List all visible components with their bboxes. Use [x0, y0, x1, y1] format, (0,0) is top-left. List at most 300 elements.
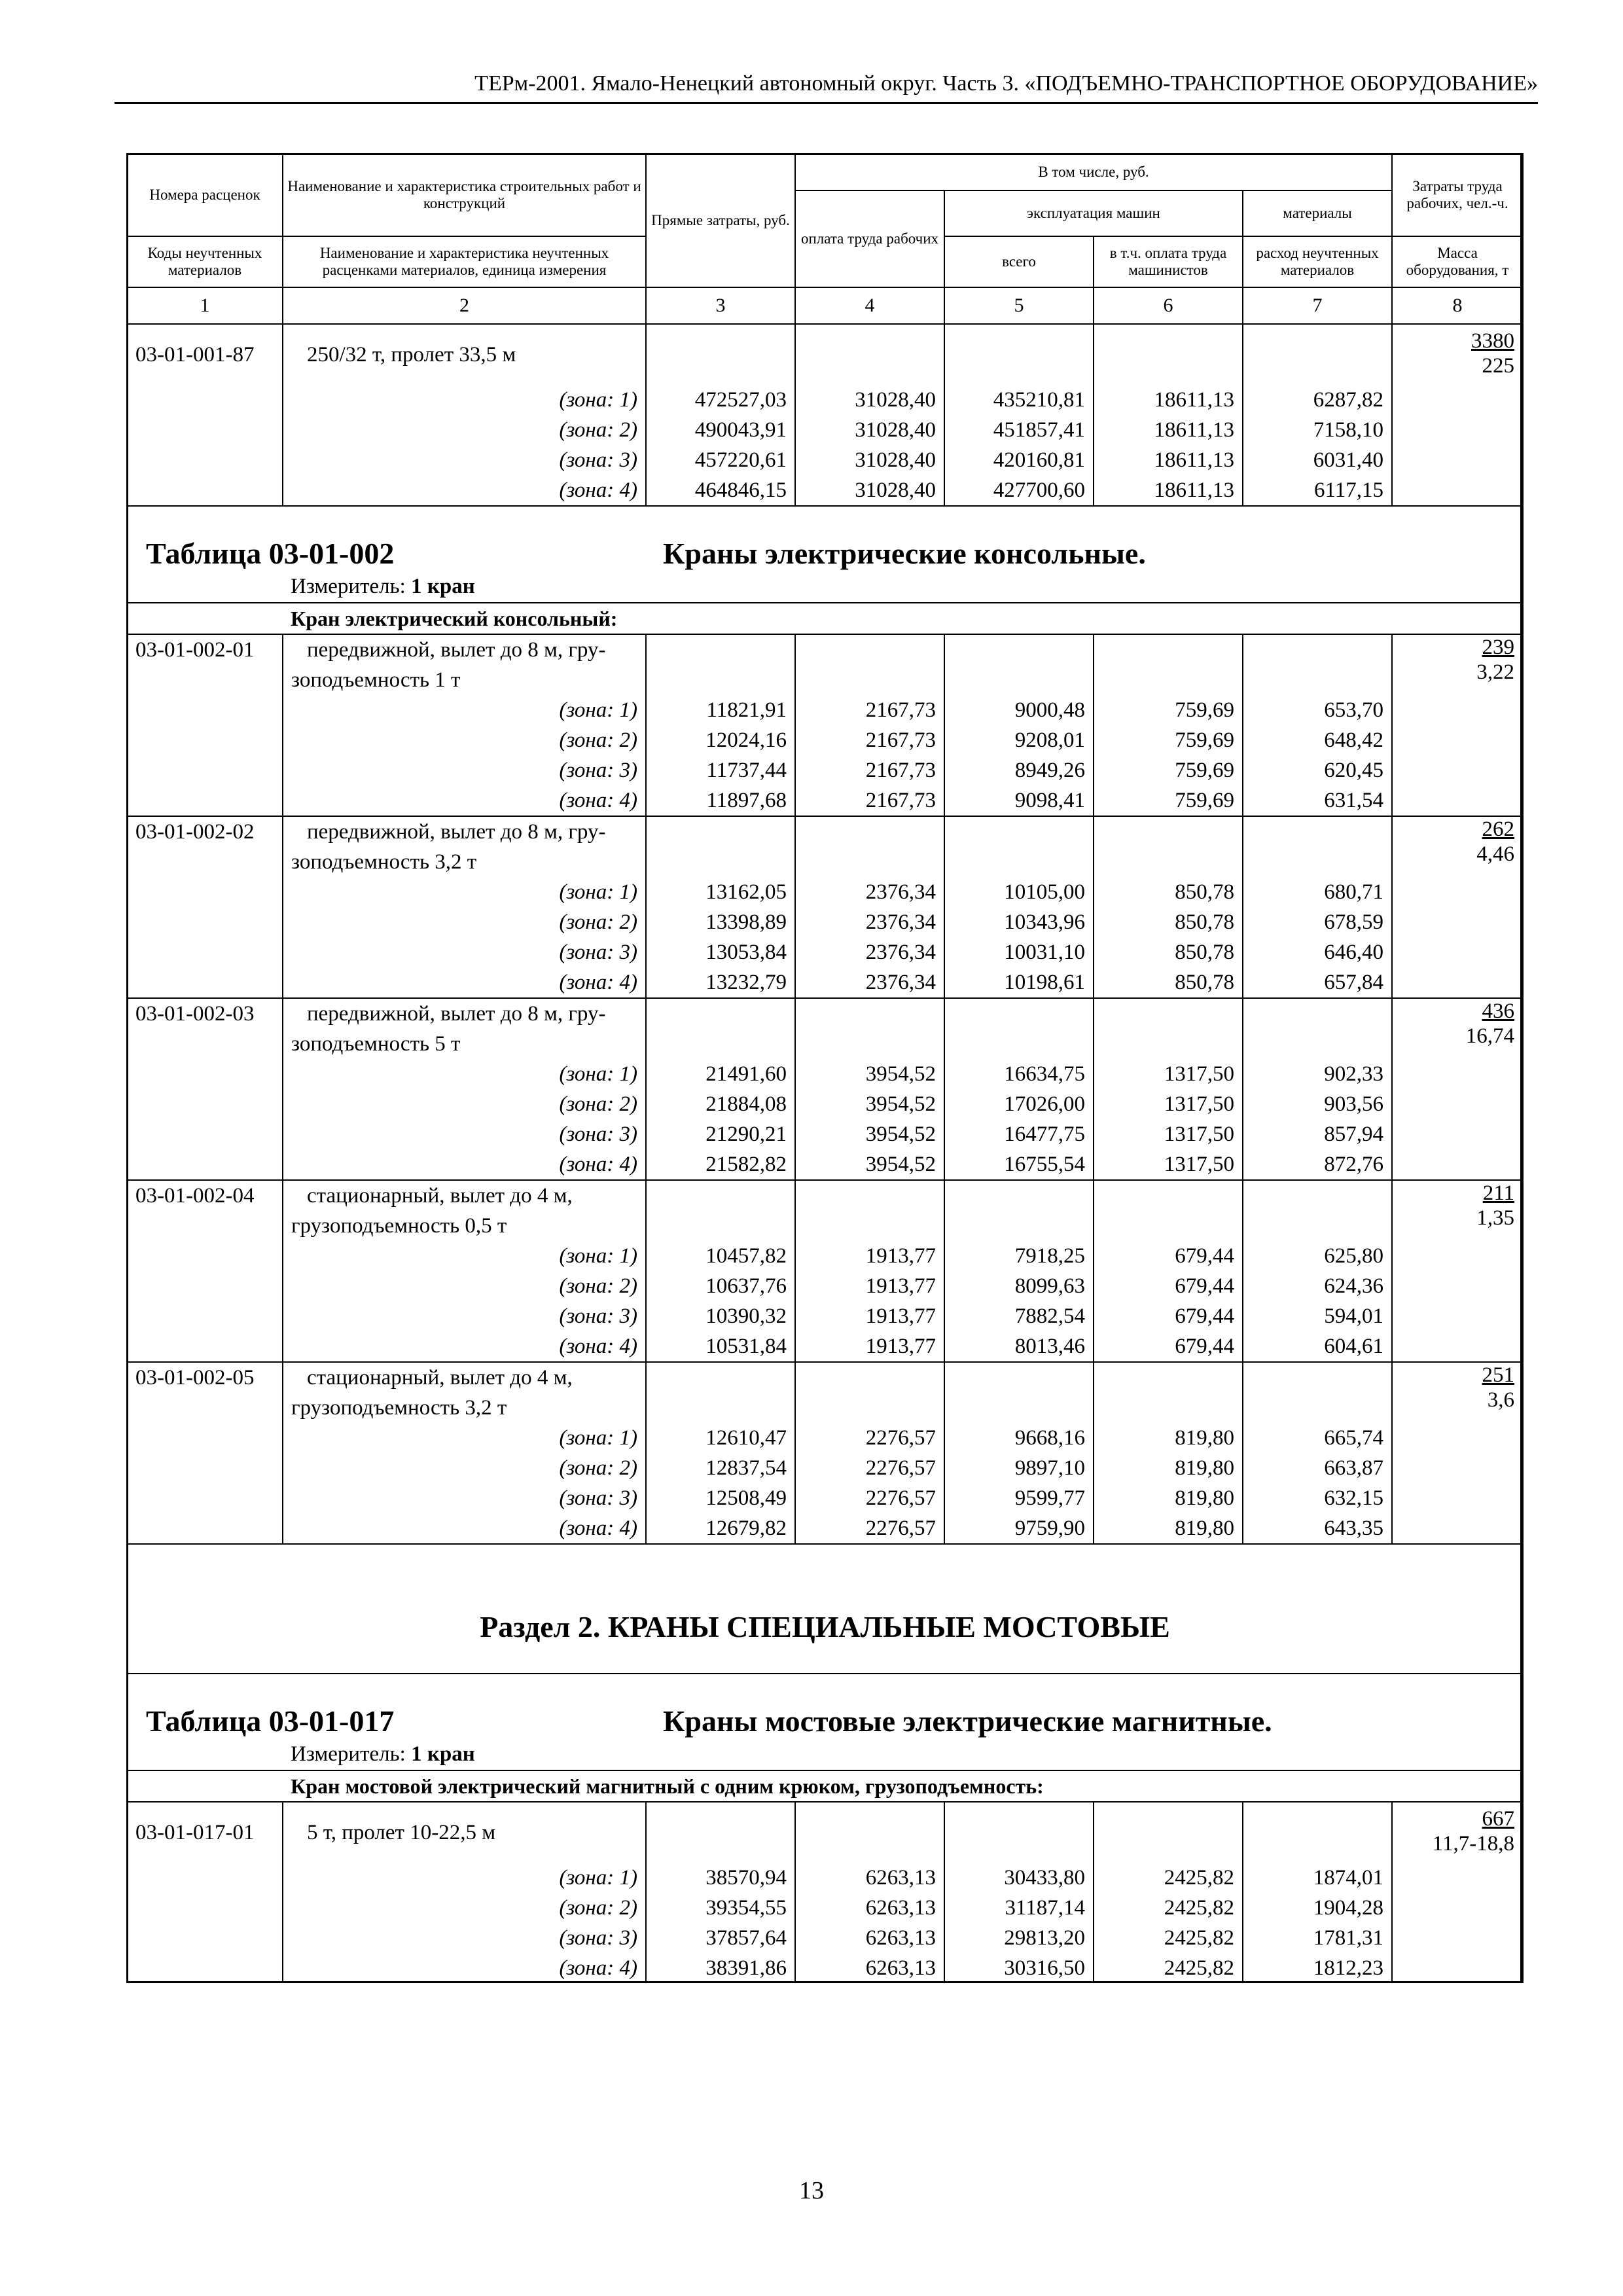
machines-total: 10031,10 — [944, 937, 1094, 967]
materials-cost: 857,94 — [1243, 1119, 1392, 1149]
labor-cost: 2167,73 — [795, 695, 944, 725]
header-labor-cost: Затраты труда рабочих, чел.-ч. — [1392, 154, 1523, 236]
empty-cell — [1243, 634, 1392, 665]
empty-cell — [795, 1393, 944, 1423]
entry-title-row — [127, 1211, 1523, 1241]
direct-cost: 457220,61 — [646, 445, 795, 475]
zone-row — [127, 1241, 1523, 1271]
empty-cell — [127, 1863, 283, 1893]
machines-labor: 819,80 — [1094, 1483, 1243, 1513]
direct-cost: 11821,91 — [646, 695, 795, 725]
machines-total: 9897,10 — [944, 1453, 1094, 1483]
machines-total: 31187,14 — [944, 1893, 1094, 1923]
empty-cell — [127, 385, 283, 415]
machines-total: 9098,41 — [944, 785, 1094, 816]
group-row — [127, 1770, 1523, 1802]
empty-cell — [646, 1393, 795, 1423]
zone-row — [127, 1863, 1523, 1893]
labor-cost: 1913,77 — [795, 1301, 944, 1331]
empty-cell — [1094, 1180, 1243, 1211]
machines-total: 435210,81 — [944, 385, 1094, 415]
zone-label: (зона: 4) — [283, 1953, 646, 1983]
materials-cost: 665,74 — [1243, 1423, 1392, 1453]
labor-cost: 2276,57 — [795, 1483, 944, 1513]
machines-labor: 18611,13 — [1094, 415, 1243, 445]
entry-title-row — [127, 665, 1523, 695]
labor-mass-cell — [1392, 1180, 1523, 1241]
measurement-label: Измеритель: — [291, 575, 406, 598]
materials-cost: 1904,28 — [1243, 1893, 1392, 1923]
materials-cost: 872,76 — [1243, 1149, 1392, 1180]
empty-cell — [1392, 1423, 1523, 1453]
empty-cell — [646, 1802, 795, 1863]
zone-label: (зона: 4) — [283, 785, 646, 816]
rate-name: грузоподъемность 0,5 т — [283, 1211, 646, 1241]
direct-cost: 12837,54 — [646, 1453, 795, 1483]
machines-labor: 819,80 — [1094, 1453, 1243, 1483]
zone-row — [127, 1893, 1523, 1923]
zone-row — [127, 1059, 1523, 1089]
direct-cost: 13162,05 — [646, 877, 795, 907]
empty-cell — [944, 1029, 1094, 1059]
empty-cell — [1392, 1953, 1523, 1983]
rates-table — [126, 153, 1524, 1983]
page-number: 13 — [799, 2177, 824, 2204]
empty-cell — [944, 816, 1094, 847]
labor-cost: 31028,40 — [795, 415, 944, 445]
empty-cell — [646, 998, 795, 1029]
materials-cost: 643,35 — [1243, 1513, 1392, 1544]
empty-cell — [127, 415, 283, 445]
labor-cost: 6263,13 — [795, 1923, 944, 1953]
labor-hours: 262 — [1482, 817, 1515, 841]
zone-label: (зона: 4) — [283, 967, 646, 998]
empty-cell — [127, 907, 283, 937]
machines-total: 10105,00 — [944, 877, 1094, 907]
rate-name: передвижной, вылет до 8 м, гру- — [283, 998, 646, 1029]
zone-row — [127, 1149, 1523, 1180]
zone-row — [127, 1331, 1523, 1362]
machines-labor: 759,69 — [1094, 755, 1243, 785]
empty-cell — [944, 634, 1094, 665]
zone-label: (зона: 3) — [283, 1301, 646, 1331]
empty-cell — [127, 877, 283, 907]
header-code-top: Номера расценок — [127, 154, 283, 236]
machines-total: 9208,01 — [944, 725, 1094, 755]
rate-code: 03-01-001-87 — [127, 324, 283, 385]
empty-cell — [127, 967, 283, 998]
empty-cell — [1392, 695, 1523, 725]
empty-cell — [646, 1211, 795, 1241]
empty-cell — [1094, 1362, 1243, 1393]
labor-cost: 2276,57 — [795, 1513, 944, 1544]
empty-cell — [1243, 1393, 1392, 1423]
equipment-mass: 4,46 — [1476, 842, 1515, 866]
rate-name: передвижной, вылет до 8 м, гру- — [283, 634, 646, 665]
zone-label: (зона: 3) — [283, 937, 646, 967]
materials-cost: 648,42 — [1243, 725, 1392, 755]
machines-total: 30316,50 — [944, 1953, 1094, 1983]
measurement-value: 1 кран — [411, 1742, 475, 1766]
labor-cost: 1913,77 — [795, 1271, 944, 1301]
zone-label: (зона: 3) — [283, 1923, 646, 1953]
zone-row — [127, 1513, 1523, 1544]
equipment-mass: 225 — [1482, 354, 1515, 378]
direct-cost: 38570,94 — [646, 1863, 795, 1893]
labor-cost: 2376,34 — [795, 967, 944, 998]
empty-cell — [1392, 1301, 1523, 1331]
zone-label: (зона: 4) — [283, 475, 646, 506]
direct-cost: 21884,08 — [646, 1089, 795, 1119]
direct-cost: 472527,03 — [646, 385, 795, 415]
labor-cost: 2167,73 — [795, 785, 944, 816]
machines-total: 16634,75 — [944, 1059, 1094, 1089]
measurement-unit — [146, 1740, 1514, 1768]
labor-hours: 211 — [1482, 1181, 1515, 1205]
machines-total: 8099,63 — [944, 1271, 1094, 1301]
materials-cost: 631,54 — [1243, 785, 1392, 816]
machines-labor: 1317,50 — [1094, 1059, 1243, 1089]
zone-row — [127, 475, 1523, 506]
zone-row — [127, 907, 1523, 937]
labor-hours: 3380 — [1471, 329, 1515, 353]
machines-total: 16477,75 — [944, 1119, 1094, 1149]
rate-code: 03-01-002-05 — [127, 1362, 283, 1423]
empty-cell — [646, 1180, 795, 1211]
zone-label: (зона: 2) — [283, 1453, 646, 1483]
direct-cost: 38391,86 — [646, 1953, 795, 1983]
empty-cell — [127, 1513, 283, 1544]
table-title-row — [127, 506, 1523, 603]
equipment-mass: 16,74 — [1465, 1024, 1515, 1048]
header-rule — [115, 102, 1538, 104]
table-description: Краны электрические консольные. — [663, 537, 1146, 570]
labor-hours: 667 — [1482, 1807, 1515, 1831]
direct-cost: 13053,84 — [646, 937, 795, 967]
empty-cell — [646, 1362, 795, 1393]
materials-cost: 903,56 — [1243, 1089, 1392, 1119]
table-body — [127, 324, 1523, 1983]
empty-cell — [1392, 1483, 1523, 1513]
labor-mass-cell — [1392, 998, 1523, 1059]
labor-mass-cell — [1392, 1362, 1523, 1423]
empty-cell — [1392, 785, 1523, 816]
empty-cell — [127, 603, 283, 634]
machines-total: 427700,60 — [944, 475, 1094, 506]
direct-cost: 10637,76 — [646, 1271, 795, 1301]
zone-row — [127, 415, 1523, 445]
direct-cost: 10390,32 — [646, 1301, 795, 1331]
machines-total: 17026,00 — [944, 1089, 1094, 1119]
empty-cell — [127, 1770, 283, 1802]
empty-cell — [127, 445, 283, 475]
machines-total: 9000,48 — [944, 695, 1094, 725]
empty-cell — [127, 785, 283, 816]
labor-cost: 2376,34 — [795, 907, 944, 937]
machines-total: 30433,80 — [944, 1863, 1094, 1893]
empty-cell — [944, 998, 1094, 1029]
direct-cost: 11737,44 — [646, 755, 795, 785]
equipment-mass: 11,7-18,8 — [1432, 1832, 1515, 1856]
header-mat-unacc: расход неучтенных материалов — [1243, 236, 1392, 287]
table-title-row — [127, 1674, 1523, 1770]
machines-total: 16755,54 — [944, 1149, 1094, 1180]
empty-cell — [1392, 1149, 1523, 1180]
rate-code: 03-01-017-01 — [127, 1802, 283, 1863]
empty-cell — [127, 1119, 283, 1149]
zone-row — [127, 1423, 1523, 1453]
empty-cell — [1392, 1513, 1523, 1544]
empty-cell — [1094, 998, 1243, 1029]
empty-cell — [795, 1029, 944, 1059]
empty-cell — [1243, 1029, 1392, 1059]
labor-cost: 1913,77 — [795, 1241, 944, 1271]
materials-cost: 6117,15 — [1243, 475, 1392, 506]
empty-cell — [944, 324, 1094, 385]
table-number: Таблица 03-01-017 — [146, 1704, 395, 1738]
header-labor: оплата труда рабочих — [795, 190, 944, 287]
equipment-mass: 3,22 — [1476, 660, 1515, 684]
zone-row — [127, 695, 1523, 725]
equipment-mass: 1,35 — [1476, 1206, 1515, 1230]
entry-title-row — [127, 1802, 1523, 1863]
empty-cell — [795, 634, 944, 665]
machines-labor: 759,69 — [1094, 695, 1243, 725]
header-incl: В том числе, руб. — [795, 154, 1392, 190]
empty-cell — [944, 1211, 1094, 1241]
header-direct: Прямые затраты, руб. — [646, 154, 795, 287]
labor-cost: 2376,34 — [795, 937, 944, 967]
empty-cell — [127, 1423, 283, 1453]
zone-label: (зона: 3) — [283, 1119, 646, 1149]
empty-cell — [1094, 847, 1243, 877]
empty-cell — [1243, 847, 1392, 877]
labor-cost: 31028,40 — [795, 385, 944, 415]
machines-labor: 759,69 — [1094, 725, 1243, 755]
table-title-cell — [127, 1674, 1523, 1770]
empty-cell — [1392, 475, 1523, 506]
measurement-unit — [146, 572, 1514, 601]
empty-cell — [1243, 1211, 1392, 1241]
empty-cell — [1243, 1802, 1392, 1863]
table-header — [127, 154, 1523, 324]
empty-cell — [1094, 324, 1243, 385]
zone-label: (зона: 1) — [283, 1241, 646, 1271]
rate-code: 03-01-002-03 — [127, 998, 283, 1059]
rate-code: 03-01-002-01 — [127, 634, 283, 695]
machines-total: 10343,96 — [944, 907, 1094, 937]
empty-cell — [1392, 725, 1523, 755]
machines-labor: 679,44 — [1094, 1301, 1243, 1331]
empty-cell — [127, 1953, 283, 1983]
empty-cell — [1094, 1029, 1243, 1059]
zone-label: (зона: 3) — [283, 755, 646, 785]
direct-cost: 490043,91 — [646, 415, 795, 445]
direct-cost: 10531,84 — [646, 1331, 795, 1362]
labor-cost: 31028,40 — [795, 475, 944, 506]
materials-cost: 1781,31 — [1243, 1923, 1392, 1953]
empty-cell — [1094, 1211, 1243, 1241]
empty-cell — [795, 665, 944, 695]
running-title: ТЕРм-2001. Ямало-Ненецкий автономный округ. Часть 3. «ПОДЪЕМНО-ТРАНСПОРТНОЕ ОБОРУДОВАНИЕ» — [474, 71, 1538, 96]
empty-cell — [1392, 1059, 1523, 1089]
machines-labor: 850,78 — [1094, 877, 1243, 907]
direct-cost: 37857,64 — [646, 1923, 795, 1953]
zone-label: (зона: 2) — [283, 907, 646, 937]
table-title-line — [146, 535, 1514, 572]
empty-cell — [944, 1362, 1094, 1393]
rate-name: зоподъемность 3,2 т — [283, 847, 646, 877]
empty-cell — [795, 1211, 944, 1241]
empty-cell — [1094, 665, 1243, 695]
empty-cell — [127, 755, 283, 785]
machines-total: 7918,25 — [944, 1241, 1094, 1271]
materials-cost: 680,71 — [1243, 877, 1392, 907]
labor-cost: 3954,52 — [795, 1119, 944, 1149]
zone-label: (зона: 1) — [283, 1059, 646, 1089]
machines-labor: 819,80 — [1094, 1513, 1243, 1544]
machines-total: 10198,61 — [944, 967, 1094, 998]
rate-name: 250/32 т, пролет 33,5 м — [283, 324, 646, 385]
zone-label: (зона: 2) — [283, 1271, 646, 1301]
measurement-value: 1 кран — [411, 575, 475, 598]
empty-cell — [1094, 1393, 1243, 1423]
empty-cell — [127, 1059, 283, 1089]
labor-cost: 3954,52 — [795, 1059, 944, 1089]
empty-cell — [1392, 1863, 1523, 1893]
zone-row — [127, 1089, 1523, 1119]
labor-cost: 6263,13 — [795, 1893, 944, 1923]
zone-row — [127, 725, 1523, 755]
empty-cell — [1094, 634, 1243, 665]
machines-labor: 850,78 — [1094, 967, 1243, 998]
zone-row — [127, 445, 1523, 475]
materials-cost: 657,84 — [1243, 967, 1392, 998]
entry-title-row — [127, 847, 1523, 877]
empty-cell — [1392, 1241, 1523, 1271]
empty-cell — [127, 695, 283, 725]
empty-cell — [127, 1331, 283, 1362]
labor-cost: 1913,77 — [795, 1331, 944, 1362]
materials-cost: 6287,82 — [1243, 385, 1392, 415]
direct-cost: 464846,15 — [646, 475, 795, 506]
zone-label: (зона: 3) — [283, 445, 646, 475]
rate-code: 03-01-002-02 — [127, 816, 283, 877]
empty-cell — [944, 1180, 1094, 1211]
entry-title-row — [127, 1362, 1523, 1393]
column-number: 4 — [795, 287, 944, 324]
direct-cost: 11897,68 — [646, 785, 795, 816]
group-row — [127, 603, 1523, 634]
machines-total: 29813,20 — [944, 1923, 1094, 1953]
zone-label: (зона: 4) — [283, 1513, 646, 1544]
empty-cell — [1392, 1331, 1523, 1362]
empty-cell — [1392, 1119, 1523, 1149]
empty-cell — [127, 1241, 283, 1271]
empty-cell — [944, 847, 1094, 877]
labor-cost: 2276,57 — [795, 1423, 944, 1453]
labor-hours: 436 — [1482, 999, 1515, 1023]
empty-cell — [1392, 755, 1523, 785]
section-row — [127, 1544, 1523, 1674]
materials-cost: 653,70 — [1243, 695, 1392, 725]
empty-cell — [1392, 445, 1523, 475]
zone-label: (зона: 2) — [283, 1089, 646, 1119]
empty-cell — [1243, 665, 1392, 695]
zone-label: (зона: 2) — [283, 415, 646, 445]
materials-cost: 646,40 — [1243, 937, 1392, 967]
equipment-mass: 3,6 — [1487, 1388, 1515, 1412]
zone-label: (зона: 1) — [283, 1863, 646, 1893]
group-heading: Кран мостовой электрический магнитный с одним крюком, грузоподъемность: — [283, 1770, 1523, 1802]
machines-labor: 679,44 — [1094, 1331, 1243, 1362]
labor-hours: 251 — [1482, 1363, 1515, 1387]
empty-cell — [795, 1180, 944, 1211]
labor-cost: 2376,34 — [795, 877, 944, 907]
empty-cell — [1243, 816, 1392, 847]
materials-cost: 594,01 — [1243, 1301, 1392, 1331]
header-name-bottom: Наименование и характеристика неучтенных расценками материалов, единица измерения — [283, 236, 646, 287]
header-mach-labor: в т.ч. оплата труда машинистов — [1094, 236, 1243, 287]
machines-labor: 2425,82 — [1094, 1893, 1243, 1923]
zone-row — [127, 1923, 1523, 1953]
header-code-bottom: Коды неучтенных материалов — [127, 236, 283, 287]
machines-labor: 819,80 — [1094, 1423, 1243, 1453]
empty-cell — [795, 847, 944, 877]
empty-cell — [1392, 1453, 1523, 1483]
materials-cost: 632,15 — [1243, 1483, 1392, 1513]
empty-cell — [1392, 1923, 1523, 1953]
entry-title-row — [127, 998, 1523, 1029]
machines-labor: 18611,13 — [1094, 475, 1243, 506]
machines-total: 8949,26 — [944, 755, 1094, 785]
rate-name: стационарный, вылет до 4 м, — [283, 1180, 646, 1211]
header-name-top: Наименование и характеристика строительных работ и конструкций — [283, 154, 646, 236]
entry-title-row — [127, 634, 1523, 665]
machines-total: 420160,81 — [944, 445, 1094, 475]
empty-cell — [795, 816, 944, 847]
machines-labor: 2425,82 — [1094, 1863, 1243, 1893]
empty-cell — [1243, 1362, 1392, 1393]
machines-labor: 2425,82 — [1094, 1923, 1243, 1953]
empty-cell — [646, 665, 795, 695]
zone-row — [127, 785, 1523, 816]
labor-mass-cell — [1392, 816, 1523, 877]
materials-cost: 625,80 — [1243, 1241, 1392, 1271]
zone-row — [127, 1119, 1523, 1149]
column-number: 2 — [283, 287, 646, 324]
materials-cost: 604,61 — [1243, 1331, 1392, 1362]
column-number: 3 — [646, 287, 795, 324]
rate-name: грузоподъемность 3,2 т — [283, 1393, 646, 1423]
labor-cost: 6263,13 — [795, 1953, 944, 1983]
materials-cost: 1812,23 — [1243, 1953, 1392, 1983]
zone-row — [127, 937, 1523, 967]
empty-cell — [944, 665, 1094, 695]
column-number: 7 — [1243, 287, 1392, 324]
entry-title-row — [127, 816, 1523, 847]
zone-label: (зона: 1) — [283, 385, 646, 415]
direct-cost: 12679,82 — [646, 1513, 795, 1544]
entry-title-row — [127, 324, 1523, 385]
empty-cell — [646, 1029, 795, 1059]
machines-labor: 1317,50 — [1094, 1119, 1243, 1149]
entry-title-row — [127, 1180, 1523, 1211]
materials-cost: 620,45 — [1243, 755, 1392, 785]
column-number: 5 — [944, 287, 1094, 324]
labor-cost: 6263,13 — [795, 1863, 944, 1893]
labor-hours: 239 — [1482, 636, 1515, 659]
